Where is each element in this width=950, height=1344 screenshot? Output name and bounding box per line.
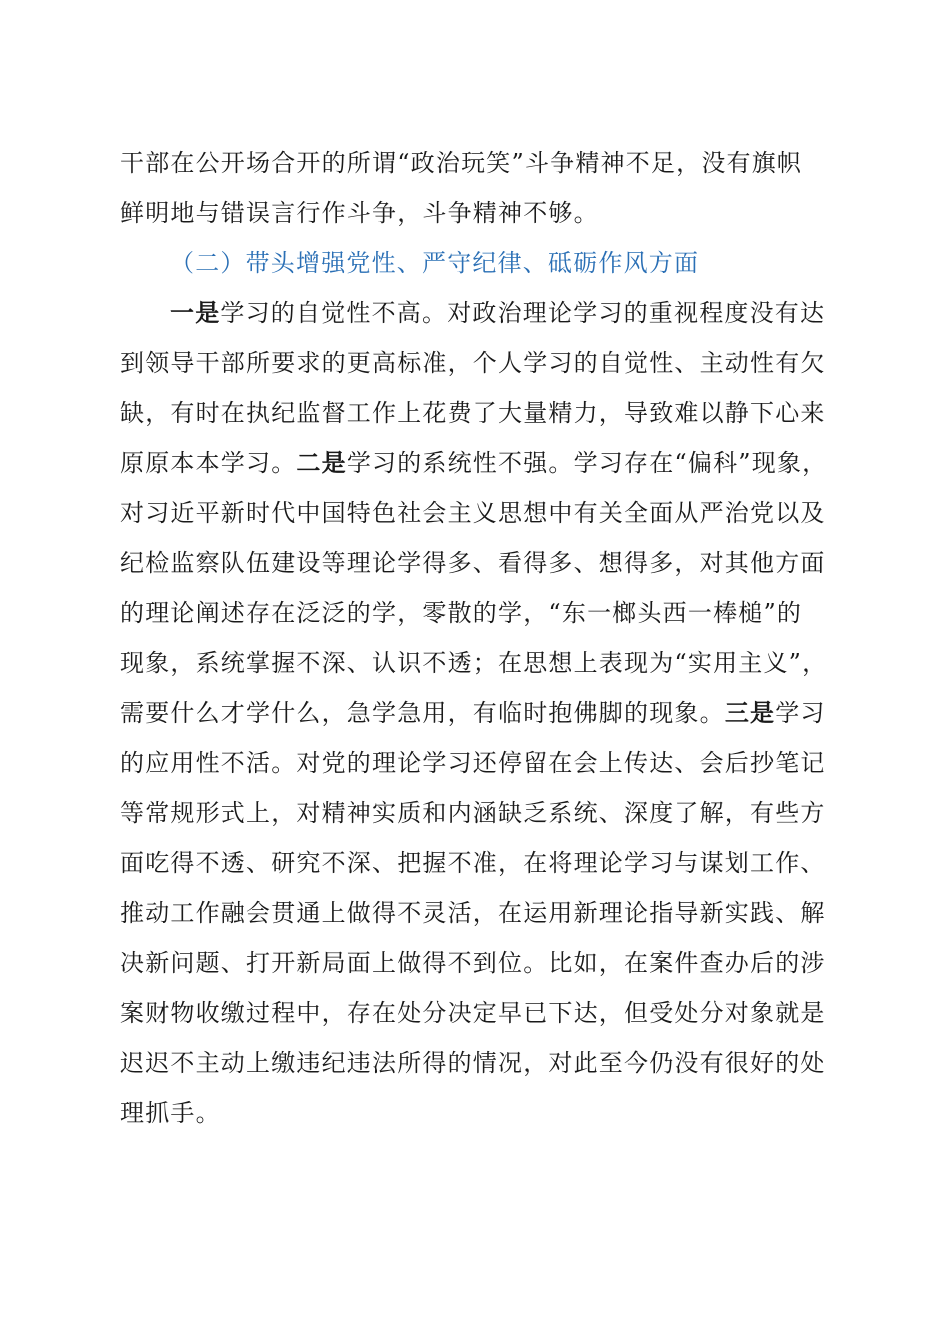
- intro-line-2: 鲜明地与错误言行作斗争，斗争精神不够。: [120, 199, 599, 227]
- body-line-3: 缺，有时在执纪监督工作上花费了大量精力，导致难以静下心来: [120, 399, 826, 427]
- intro-line-1: 干部在公开场合开的所谓“政治玩笑”斗争精神不足，没有旗帜: [120, 149, 803, 177]
- body-text: 需要什么才学什么，急学急用，有临时抱佛脚的现象。: [120, 699, 725, 727]
- body-line-7: 的理论阐述存在泛泛的学，零散的学，“东一榔头西一棒槌”的: [120, 599, 803, 627]
- body-text: 学习的自觉性不高。对政治理论学习的重视程度没有达: [220, 299, 826, 327]
- body-line-1: [120, 288, 826, 338]
- body-line-2: 到领导干部所要求的更高标准，个人学习的自觉性、主动性有欠: [120, 349, 826, 377]
- body-line-17: 理抓手。: [120, 1099, 221, 1127]
- point-three-marker: 三是: [724, 698, 776, 727]
- point-one-marker: 一是: [170, 298, 221, 327]
- body-line-6: 纪检监察队伍建设等理论学得多、看得多、想得多，对其他方面: [120, 549, 826, 577]
- body-line-4: [120, 438, 828, 488]
- point-two-marker: 二是: [296, 448, 347, 477]
- body-line-10: 的应用性不活。对党的理论学习还停留在会上传达、会后抄笔记: [120, 749, 826, 777]
- section-heading: （二）带头增强党性、严守纪律、砥砺作风方面: [170, 249, 700, 277]
- body-line-15: 案财物收缴过程中，存在处分决定早已下达，但受处分对象就是: [120, 999, 826, 1027]
- body-line-16: 迟迟不主动上缴违纪违法所得的情况，对此至今仍没有很好的处: [120, 1049, 826, 1077]
- body-text: 原原本本学习。: [120, 449, 297, 477]
- body-line-5: 对习近平新时代中国特色社会主义思想中有关全面从严治党以及: [120, 499, 826, 527]
- body-line-9: [120, 688, 826, 738]
- body-text: 学习的系统性不强。学习存在“偏科”现象，: [346, 449, 828, 477]
- body-line-11: 等常规形式上，对精神实质和内涵缺乏系统、深度了解，有些方: [120, 799, 826, 827]
- body-line-13: 推动工作融会贯通上做得不灵活，在运用新理论指导新实践、解: [120, 899, 826, 927]
- body-line-12: 面吃得不透、研究不深、把握不准，在将理论学习与谋划工作、: [120, 849, 826, 877]
- body-text: 学习: [775, 699, 826, 727]
- body-line-14: 决新问题、打开新局面上做得不到位。比如，在案件查办后的涉: [120, 949, 826, 977]
- document-page: [120, 138, 828, 1138]
- body-line-8: 现象，系统掌握不深、认识不透；在思想上表现为“实用主义”，: [120, 649, 828, 677]
